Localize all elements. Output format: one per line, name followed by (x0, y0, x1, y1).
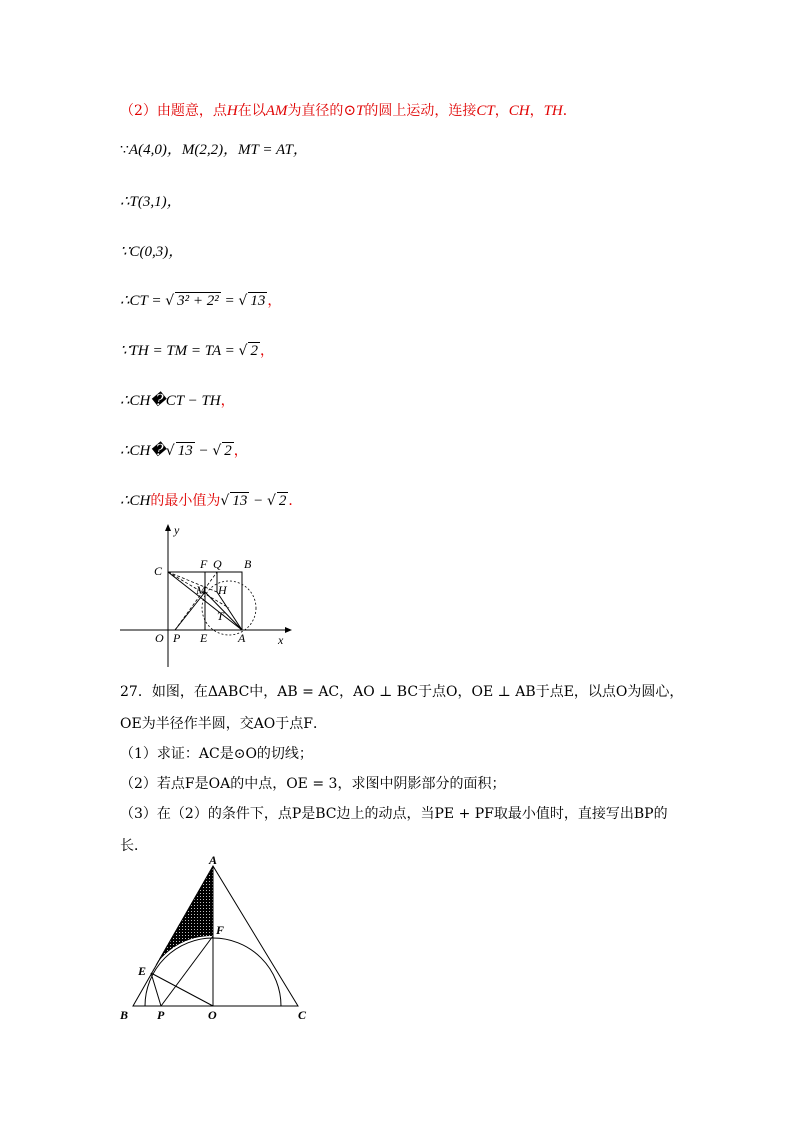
label-f: F (200, 557, 208, 571)
comma: ， (267, 293, 282, 309)
segment-am: AM (265, 103, 288, 119)
problem-27-line-1 (120, 684, 683, 701)
label-o: O (155, 631, 164, 645)
line8-radicand2: 2 (278, 493, 287, 509)
problem-27-text-3: （1）求证：AC是⊙O的切线； (120, 746, 313, 762)
label-b: B (244, 557, 252, 571)
segment-ct: CT (476, 103, 495, 119)
line1-math: A(4,0)，M(2,2)，MT = AT， (128, 142, 308, 158)
label-c: C (154, 564, 163, 578)
line5-radicand: 2 (250, 343, 258, 359)
part-label: （2）由题意，点 (120, 103, 227, 119)
on-circle-text: 在以 (237, 103, 266, 119)
label-t: T (217, 609, 224, 623)
line8-prefix: ∴CH (120, 493, 151, 509)
diameter-text: 为直径的 (287, 103, 344, 119)
problem-27-line-6 (120, 838, 148, 855)
label-p: P (157, 1008, 165, 1022)
problem-27-text-5: （3）在（2）的条件下，点P是BC边上的动点，当PE + PF取最小值时，直接写出BP的 (120, 806, 668, 822)
comma: ， (233, 443, 248, 459)
solution-line-4: ∴CT = √ 3² + 2² = √ 13 ， (120, 293, 282, 309)
label-y: y (174, 523, 180, 537)
segment-p-m (175, 592, 205, 630)
because-symbol: ∵ (120, 142, 129, 158)
label-e: E (138, 964, 147, 978)
comma: ， (259, 343, 274, 359)
line7-minus: − (194, 443, 213, 459)
point-h: H (226, 103, 238, 119)
label-a: A (238, 631, 246, 645)
line4-prefix: ∴CT = (120, 293, 166, 309)
line6-math: ∴CH�CT − TH (120, 393, 221, 409)
line8-radicand1: 13 (232, 493, 248, 509)
solution-line-6 (120, 390, 235, 410)
line5-prefix: ∵TH = TM = TA = (120, 343, 239, 359)
problem-27-line-2 (120, 716, 327, 733)
line7-radicand2: 2 (224, 443, 232, 459)
line7-prefix: ∴CH� (120, 443, 166, 459)
problem-27-text-2: OE为半径作半圆，交AO于点F． (120, 716, 327, 732)
label-a: A (209, 856, 218, 867)
period: ． (288, 493, 303, 509)
segment-th: TH (543, 103, 563, 119)
label-q: Q (213, 557, 222, 571)
comma: ， (494, 103, 509, 119)
line4-eq: = (220, 293, 239, 309)
segment-ch: CH (508, 103, 530, 119)
solution-line-3 (120, 240, 183, 261)
line8-minus: − (249, 493, 267, 509)
problem-27-line-4 (120, 776, 505, 793)
line8-text: 的最小值为 (150, 493, 221, 509)
label-x: x (278, 633, 284, 647)
line4-radicand: 3² + 2² (177, 293, 219, 309)
label-h: H (218, 583, 227, 597)
label-f: F (216, 923, 225, 937)
figure-triangle-semicircle (118, 856, 328, 1026)
solution-line-7: ∴CH�√ 13 − √ 2 ， (120, 443, 248, 459)
figure-coordinate-geometry (118, 522, 298, 672)
problem-27-text-1: 27．如图，在ΔABC中，AB = AC，AO ⊥ BC于点O，OE ⊥ AB于点E，以点O为圆心， (120, 684, 684, 700)
comma: ， (529, 103, 544, 119)
comma: ， (220, 393, 235, 409)
period: ． (562, 103, 577, 119)
problem-27-text-6: 长． (120, 838, 148, 854)
x-axis-arrow (285, 627, 292, 633)
label-b: B (120, 1008, 129, 1022)
solution-line-8: ∴CH的最小值为√ 13 − √ 2 ． (120, 493, 303, 509)
line3-math: ∵C(0,3)， (120, 244, 184, 260)
solution-line-2 (120, 190, 182, 211)
solution-intro-line (120, 100, 577, 120)
label-e: E (200, 631, 208, 645)
solution-line-1 (120, 138, 308, 159)
label-o: O (208, 1008, 217, 1022)
problem-27-text-4: （2）若点F是OA的中点，OE = 3，求图中阴影部分的面积； (120, 776, 506, 792)
circle-t: ⊙T (343, 103, 365, 119)
label-m: M (196, 583, 206, 597)
line2-math: ∴T(3,1)， (120, 194, 182, 210)
problem-27-line-5 (120, 806, 668, 823)
y-axis-arrow (165, 524, 171, 531)
line4-radicand2: 13 (250, 293, 266, 309)
label-p: P (173, 631, 181, 645)
solution-line-5: ∵TH = TM = TA = √ 2 ， (120, 343, 274, 359)
line7-radicand1: 13 (177, 443, 193, 459)
move-text: 的圆上运动，连接 (364, 103, 477, 119)
problem-27-line-3 (120, 746, 313, 763)
label-c: C (298, 1008, 307, 1022)
